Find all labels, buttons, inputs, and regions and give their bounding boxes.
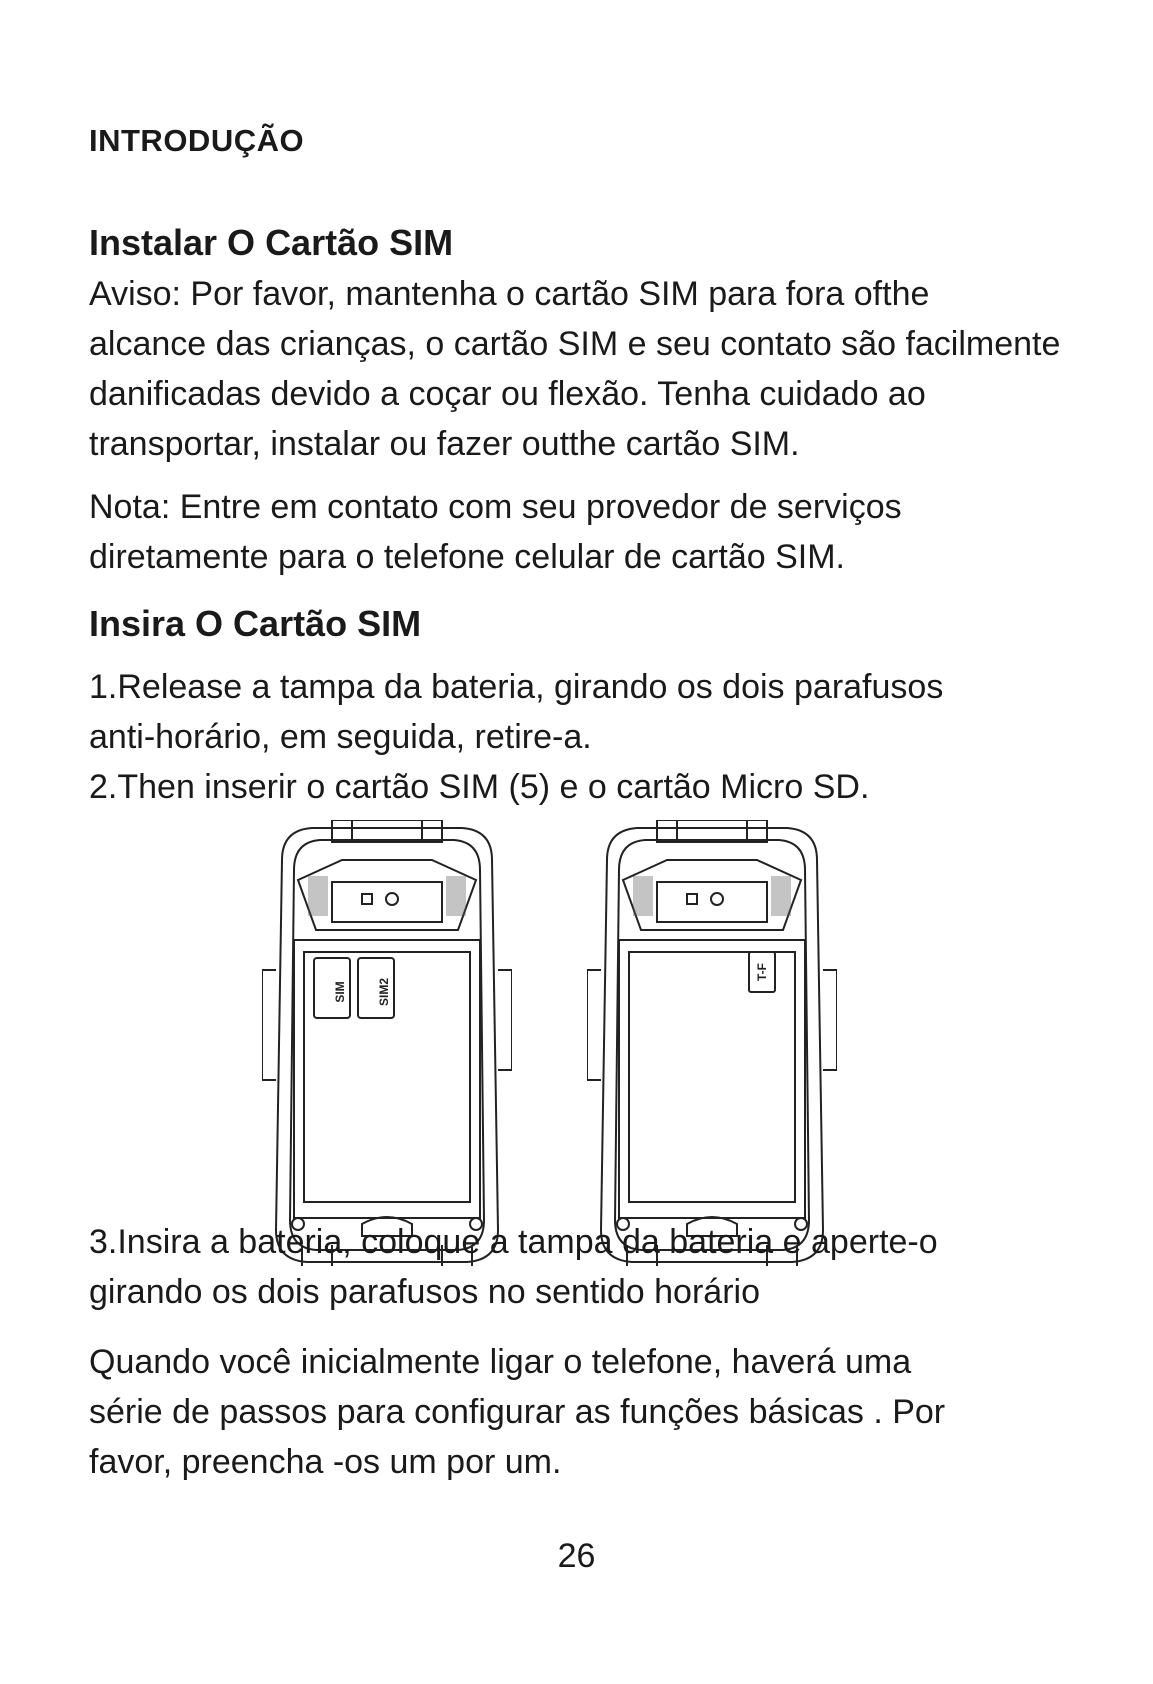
- phone-tf-slot-illustration: [587, 820, 837, 1270]
- insert-sim-heading: Insira O Cartão SIM: [89, 603, 422, 644]
- note-line: Nota: Entre em contato com seu provedor de serviços: [89, 488, 902, 526]
- section-title: INTRODUÇÃO: [89, 123, 305, 158]
- install-sim-heading: Instalar O Cartão SIM: [89, 222, 454, 263]
- warning-line: danificadas devido a coçar ou flexão. Tenha cuidado ao: [89, 375, 926, 413]
- warning-line: Aviso: Por favor, mantenha o cartão SIM para fora ofthe: [89, 275, 930, 313]
- step-line: 3.Insira a bateria, coloque a tampa da bateria e aperte-o: [89, 1223, 938, 1261]
- tf-slot-label: T-F: [755, 963, 769, 981]
- step-line: 1.Release a tampa da bateria, girando os dois parafusos: [89, 668, 944, 706]
- warning-line: alcance das crianças, o cartão SIM e seu contato são facilmente: [89, 325, 1061, 363]
- note-line: diretamente para o telefone celular de cartão SIM.: [89, 538, 845, 576]
- closing-line: Quando você inicialmente ligar o telefone, haverá uma: [89, 1343, 912, 1381]
- closing-line: favor, preencha -os um por um.: [89, 1443, 562, 1481]
- closing-line: série de passos para configurar as funções básicas . Por: [89, 1393, 946, 1431]
- warning-line: transportar, instalar ou fazer outthe cartão SIM.: [89, 425, 800, 463]
- step-line: girando os dois parafusos no sentido horário: [89, 1273, 760, 1311]
- sim2-slot-label: SIM2: [377, 977, 391, 1007]
- step-line: anti-horário, em seguida, retire-a.: [89, 718, 592, 756]
- phone-sim-slots-illustration: [262, 820, 512, 1270]
- step-2: 2.Then inserir o cartão SIM (5) e o cartão Micro SD.: [89, 768, 870, 806]
- page-number: 26: [557, 1537, 596, 1575]
- sim1-slot-label: SIM: [333, 981, 347, 1003]
